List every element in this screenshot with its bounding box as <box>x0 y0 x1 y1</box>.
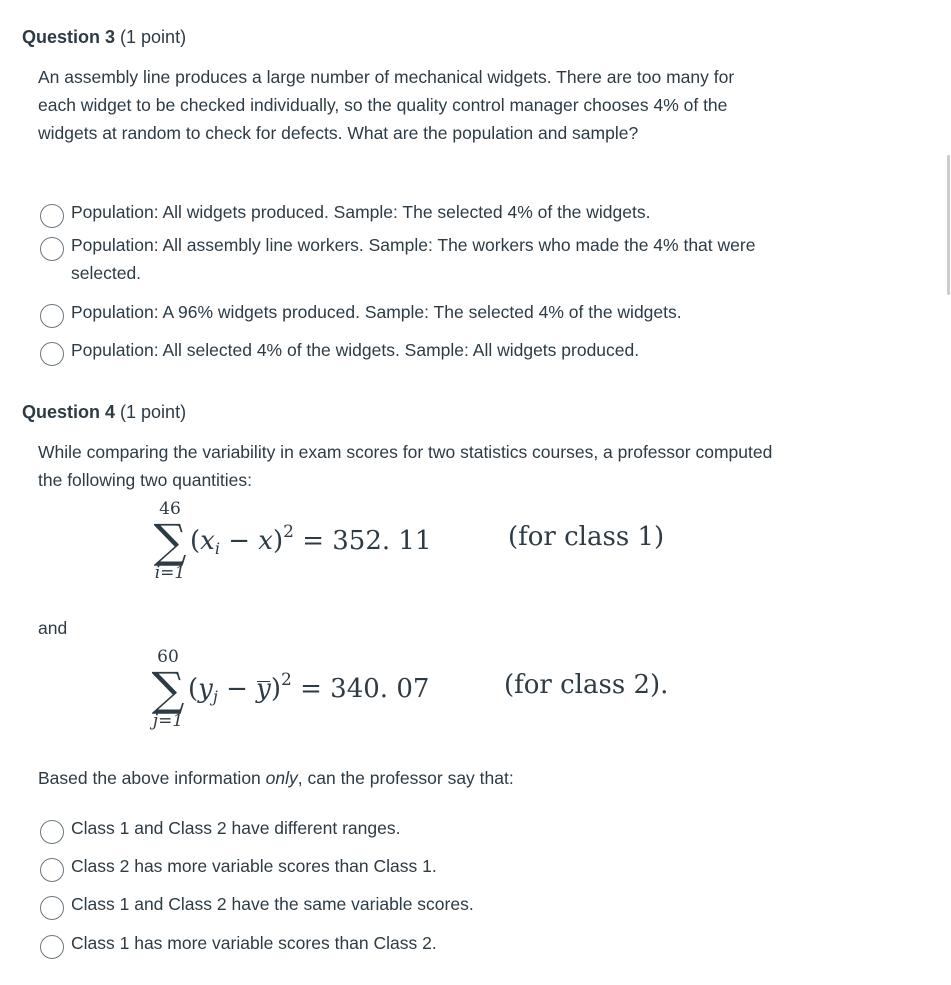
scrollbar-track[interactable] <box>947 0 951 985</box>
q3-option-1-label: Population: All widgets produced. Sample: The selected 4% of the widgets. <box>71 202 651 222</box>
q4-option-2[interactable] <box>40 852 761 882</box>
q3-option-2-label: Population: All assembly line workers. Sample: The workers who made the 4% that were selected. <box>71 235 756 283</box>
q4-option-1[interactable] <box>40 814 761 844</box>
sigma-symbol-2: ∑ <box>151 662 185 716</box>
q4-option-2-radio[interactable] <box>40 858 64 882</box>
q3-option-4[interactable] <box>40 336 761 366</box>
q4-option-4[interactable] <box>40 929 761 959</box>
q3-option-2-radio[interactable] <box>40 237 64 261</box>
formula-class-1 <box>140 500 700 582</box>
summation-2-upper: 60 <box>157 647 179 667</box>
formula-1-value: 352. 11 <box>332 526 432 556</box>
formula-2-value: 340. 07 <box>330 674 430 704</box>
formula-2-note: (for class 2). <box>504 670 669 700</box>
question-4-prompt <box>38 764 773 792</box>
sigma-symbol-1: ∑ <box>153 514 187 568</box>
formula-1-note: (for class 1) <box>508 522 665 552</box>
summation-1-upper: 46 <box>159 499 181 519</box>
question-3-text: An assembly line produces a large number of mechanical widgets. There are too many for each widget to be checked individually, so the quality control manager chooses 4% of the widgets at random to check for defects. What are the population and sample? <box>38 67 735 143</box>
prompt-emphasis: only <box>265 768 298 788</box>
question-4-title: Question 4 <box>22 402 116 422</box>
question-4 <box>22 402 922 490</box>
question-3-title: Question 3 <box>22 27 116 47</box>
q4-option-2-label: Class 2 has more variable scores than Class 1. <box>71 856 437 876</box>
q4-option-3[interactable] <box>40 890 761 920</box>
summation-2-lower: j=1 <box>152 711 184 731</box>
formula-2-expression: $(y_j - y)^2 = 340$. 07 <box>188 670 430 706</box>
q3-option-1[interactable] <box>40 198 761 228</box>
formula-class-2 <box>138 648 698 730</box>
q4-option-1-label: Class 1 and Class 2 have different ranges. <box>71 818 401 838</box>
q4-option-3-radio[interactable] <box>40 896 64 920</box>
q3-option-4-radio[interactable] <box>40 342 64 366</box>
question-3 <box>22 27 922 360</box>
q4-option-3-label: Class 1 and Class 2 have the same variable scores. <box>71 894 474 914</box>
question-3-points: (1 point) <box>120 27 187 47</box>
q3-option-3-radio[interactable] <box>40 304 64 328</box>
q4-option-4-label: Class 1 has more variable scores than Class 2. <box>71 933 437 953</box>
prompt-after: , can the professor say that: <box>297 768 514 788</box>
question-4-points: (1 point) <box>120 402 187 422</box>
q3-option-3[interactable] <box>40 298 761 328</box>
q3-option-2[interactable] <box>40 231 761 287</box>
scrollbar-thumb[interactable] <box>947 155 950 295</box>
summation-1-lower: i=1 <box>154 563 186 583</box>
question-3-header <box>22 27 922 48</box>
and-label: and <box>38 618 68 638</box>
prompt-before: Based the above information <box>38 768 266 788</box>
q4-option-4-radio[interactable] <box>40 935 64 959</box>
q3-option-1-radio[interactable] <box>40 204 64 228</box>
question-4-header <box>22 402 922 423</box>
formula-1-expression: $(x_i - x)^2 = 352$. 11 <box>190 522 432 558</box>
q3-option-4-label: Population: All selected 4% of the widgets. Sample: All widgets produced. <box>71 340 640 360</box>
q4-option-1-radio[interactable] <box>40 820 64 844</box>
q3-option-3-label: Population: A 96% widgets produced. Sample: The selected 4% of the widgets. <box>71 302 682 322</box>
question-4-text: While comparing the variability in exam scores for two statistics courses, a professor computed the following two quantities: <box>38 442 773 490</box>
